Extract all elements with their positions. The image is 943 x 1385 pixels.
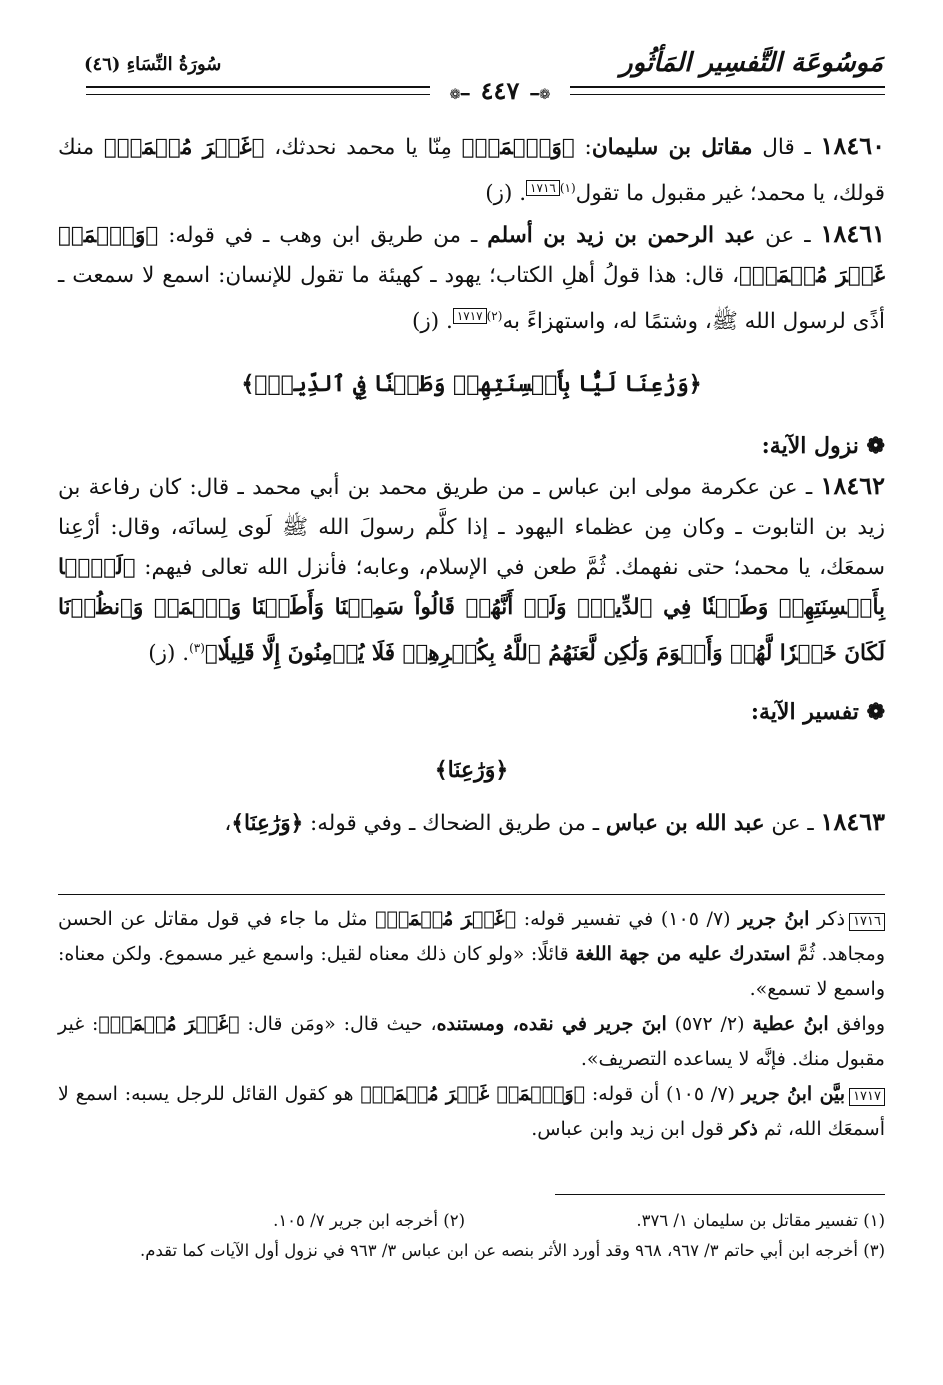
text-run: ، bbox=[224, 811, 232, 837]
text-run: ذكر bbox=[809, 908, 846, 930]
entry-number: ١٨٤٦٣ bbox=[820, 807, 885, 837]
text-run: ـ من طريق ابن وهب ـ في قوله: bbox=[158, 223, 488, 249]
bold-text: ﴿وَٱسۡمَعۡ غَيۡرَ مُسۡمَعٖ﴾ bbox=[58, 223, 885, 289]
commentary-ref-box: ١٧١٦ bbox=[526, 180, 560, 196]
text-run: : bbox=[574, 135, 592, 160]
text-run: ـ عن عكرمة مولى ابن عباس ـ من طريق محمد بن أبي محمد ـ قال: كان رفاعة بن زيد بن التابوت ـ وكان مِن عظماء اليهود ـ إذا كلَّم رسولَ الله ﷺ لَوى لِسانَه، وقال: أرْعِنا سمعَك، يا محمد؛ حتى نفهمك. ثُمَّ طعن في الإسلام، وعابه؛ فأنزل الله تعالى فيهم: bbox=[58, 475, 885, 581]
book-title: مَوسُوعَة التَّفسِير المَأثُور bbox=[620, 48, 883, 78]
ornament-icon: ━❁ bbox=[449, 87, 470, 103]
text-run: (٢/ ٥٧٢) bbox=[666, 1013, 753, 1035]
bold-text: بيَّن ابنُ جرير bbox=[741, 1083, 846, 1105]
text-run: قائلًا: «ولو كان ذلك معناه لقيل: واسمع غير مسموع. ولكن معناه: واسمع لا تسمع». bbox=[58, 943, 885, 1000]
text-run: ـ عن bbox=[755, 223, 821, 249]
comment-continuation bbox=[58, 1007, 885, 1077]
bold-text: ﴿وَٱسۡمَعۡ غَيۡرَ مُسۡمَعٖ﴾ bbox=[360, 1083, 586, 1105]
bold-text: عبد الرحمن بن زيد بن أسلم bbox=[487, 223, 756, 249]
footnote-row bbox=[58, 1206, 885, 1236]
section-heading-tafsir: ❁ تفسير الآية: bbox=[750, 699, 885, 726]
entry-18461 bbox=[58, 214, 885, 342]
footnote-2: (٢) أخرجه ابن جرير ٧/ ١٠٥. bbox=[273, 1211, 465, 1230]
footnote-ref: (٣) bbox=[189, 641, 205, 656]
bold-text: ابنُ عطية bbox=[752, 1013, 829, 1035]
text-run: ـ عن bbox=[764, 811, 821, 837]
bold-text: عبد الله بن عباس bbox=[605, 811, 765, 837]
text-run: . (ز) bbox=[485, 181, 527, 207]
text-run: هو كقول القائل للرجل يسبه: اسمع لا أسمعَك الله، ثم bbox=[58, 1083, 885, 1140]
text-run: ـ من طريق الضحاك ـ وفي قوله: bbox=[303, 811, 606, 837]
editor-comments bbox=[58, 902, 885, 1147]
bold-text: ﴿غَيۡرَ مُسۡمَعٖ﴾ bbox=[103, 135, 265, 160]
footnote-ref: (٢) bbox=[486, 309, 503, 324]
ornament-icon: ❁━ bbox=[530, 87, 551, 103]
text-run: ، قال: هذا قولُ أهلِ الكتاب؛ يهود ـ كهيئة ما تقول للإنسان: اسمع لا سمعت ـ أذًى لرسول الله ﷺ، وشتمًا له، واستهزاءً به bbox=[58, 263, 885, 335]
verse-subheading: ﴿وَرَٰعِنَا﴾ bbox=[434, 757, 509, 784]
footnotes bbox=[58, 1206, 885, 1266]
text-run: (٧/ ١٠٥) في تفسير قوله: bbox=[516, 908, 739, 930]
bold-text: ذكر bbox=[729, 1118, 758, 1140]
text-run: ـ قال bbox=[752, 135, 821, 160]
bold-text: ﴿وَٱسۡمَعۡ﴾ bbox=[461, 135, 575, 160]
entry-18462 bbox=[58, 466, 885, 674]
verse-heading: ﴿وَرَٰعِنَا لَيَّۢا بِأَلۡسِنَتِهِمۡ وَطَعۡنٗا فِي ٱلدِّينِۚ﴾ bbox=[241, 371, 702, 398]
bold-text: ﴿غَيۡرَ مُسۡمَعٖ﴾ bbox=[98, 1013, 240, 1035]
bold-text: ابنَ جرير في نقده، ومستنده bbox=[436, 1013, 667, 1035]
comment-number-box: ١٧١٦ bbox=[849, 913, 885, 931]
footnote-3: (٣) أخرجه ابن أبي حاتم ٣/ ٩٦٧، ٩٦٨ وقد أورد الأثر بنصه عن ابن عباس ٣/ ٩٦٣ في نزول أول الآيات كما تقدم. bbox=[140, 1241, 885, 1260]
text-run: مِنّا يا محمد نحدثك، bbox=[264, 135, 462, 160]
main-text bbox=[58, 126, 885, 844]
entry-18460 bbox=[58, 126, 885, 214]
comment-number-box: ١٧١٧ bbox=[849, 1088, 885, 1106]
entry-number: ١٨٤٦٠ bbox=[820, 131, 885, 160]
surah-label: سُورَةُ النِّسَاءِ (٤٦) bbox=[84, 54, 222, 75]
text-run: ، حيث قال: «ومَن قال: bbox=[239, 1013, 437, 1035]
bold-text: ﴿غَيۡرَ مُسۡمَعٖ﴾ bbox=[375, 908, 517, 930]
text-run: . (ز) bbox=[148, 641, 190, 667]
bold-text: مقاتل بن سليمان bbox=[591, 135, 753, 160]
text-run: مثل ما جاء في قول مقاتل عن الحسن ومجاهد. ثُمَّ bbox=[58, 908, 885, 965]
text-run: منك قولك، يا محمد؛ غير مقبول ما تقول bbox=[58, 135, 885, 207]
entry-number: ١٨٤٦٢ bbox=[820, 471, 885, 501]
text-run: قول ابن زيد وابن عباس. bbox=[531, 1118, 730, 1140]
commentary-ref-box: ١٧١٧ bbox=[453, 308, 487, 324]
text-run: : غير مقبول منك. فإنَّه لا يساعده التصريف». bbox=[58, 1013, 885, 1070]
bold-text: ﴿وَرَٰعِنَا﴾ bbox=[231, 811, 304, 837]
entry-18463 bbox=[58, 802, 885, 844]
section-heading-nuzul: ❁ نزول الآية: bbox=[761, 433, 885, 460]
comment-1717 bbox=[58, 1077, 885, 1147]
bold-text: ﴿لَيَّۢا بِأَلۡسِنَتِهِمۡ وَطَعۡنٗا فِي ٱلدِّينِۚ وَلَوۡ أَنَّهُمۡ قَالُواْ سَمِعۡنَا وَأَطَعۡنَا وَٱسۡمَعۡ وَٱنظُرۡنَا لَكَانَ خَيۡرٗا لَّهُمۡ وَأَقۡوَمَ وَلَٰكِن لَّعَنَهُمُ ٱللَّهُ بِكُفۡرِهِمۡ فَلَا يُؤۡمِنُونَ إِلَّا قَلِيلٗا﴾ bbox=[58, 555, 885, 667]
bold-text: ابنُ جرير bbox=[738, 908, 810, 930]
page-number: ٤٤٧ bbox=[480, 76, 520, 105]
footnote-1: (١) تفسير مقاتل بن سليمان ١/ ٣٧٦. bbox=[636, 1211, 885, 1230]
text-run: . (ز) bbox=[412, 309, 453, 335]
page-number-block bbox=[430, 76, 570, 105]
bold-text: استدرك عليه من جهة اللغة bbox=[575, 943, 791, 965]
footnote-ref: (١) bbox=[559, 181, 576, 195]
comments-separator bbox=[58, 894, 885, 895]
footnote-rule bbox=[555, 1194, 885, 1195]
text-run: ووافق bbox=[828, 1013, 886, 1035]
text-run: (٧/ ١٠٥) أن قوله: bbox=[585, 1083, 742, 1105]
comment-1716 bbox=[58, 902, 885, 1007]
entry-number: ١٨٤٦١ bbox=[820, 219, 885, 249]
